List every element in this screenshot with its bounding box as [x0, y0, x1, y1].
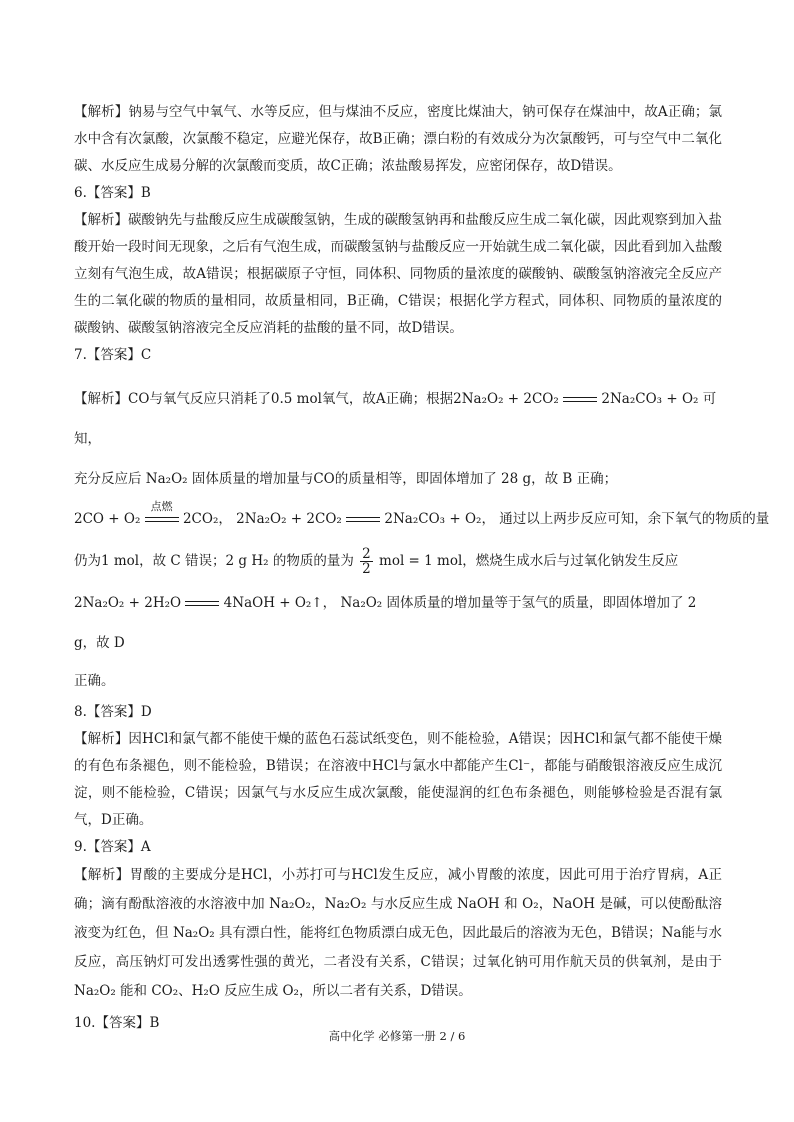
q9-answer: 9.【答案】A [74, 839, 151, 855]
reaction-condition: 点燃 [150, 499, 173, 513]
q7-line-4 [74, 539, 722, 583]
q5-analysis: 【解析】钠易与空气中氧气、水等反应，但与煤油不反应，密度比煤油大，钠可保存在煤油中，故A正确；氯水中含有次氯酸，次氯酸不稳定，应避光保存，故B正确；漂白粉的有效成分为次氯酸钙，可与空气中二氧化碳、水反应生成易分解的次氯酸而变质，故C正确；浓盐酸易挥发，应密闭保存，故D错误。 [74, 104, 722, 174]
page-content [74, 99, 770, 1037]
q8-answer: 8.【答案】D [74, 704, 152, 720]
q6-answer: 6.【答案】B [74, 185, 151, 201]
q9-analysis: 【解析】胃酸的主要成分是HCl，小苏打可与HCl发生反应，减小胃酸的浓度，因此可用于治疗胃病，A正确；滴有酚酞溶液的水溶液中加 Na₂O₂，Na₂O₂ 与水反应生成 NaOH 和 O₂，NaOH 是碱，可以使酚酞溶液变为红色，但 Na₂O₂ 具有漂白性，能将红色物质漂白成无色，因此最后的溶液为无色，B错误；Na能与水反应，高压钠灯可发出透雾性强的黄光，二者没有关系，C错误；过氧化钠可用作航天员的供氧剂，是由于 Na₂O₂ 能和 CO₂、H₂O 反应生成 O₂，所以二者有关系，D错误。 [74, 867, 722, 999]
q7-line-1 [74, 379, 722, 459]
q7-text: 【解析】CO与氧气反应只消耗了0.5 mol氧气，故A正确；根据 [74, 391, 454, 407]
equals-sign-with-condition [145, 499, 179, 525]
q7-text: 可知， [74, 391, 717, 447]
q6-analysis: 【解析】碳酸钠先与盐酸反应生成碳酸氢钠，生成的碳酸氢钠再和盐酸反应生成二氧化碳，因此观察到加入盐酸开始一段时间无现象，之后有气泡生成，而碳酸氢钠与盐酸反应一开始就生成二氧化碳，因此看到加入盐酸立刻有气泡生成，故A错误；根据碳原子守恒，同体积、同物质的量浓度的碳酸钠、碳酸氢钠溶液完全反应产生的二氧化碳的物质的量相同，故质量相同，B正确，C错误；根据化学方程式，同体积、同物质的量浓度的碳酸钠、碳酸氢钠溶液完全反应消耗的盐酸的量不同，故D错误。 [74, 212, 722, 336]
spacer [74, 369, 722, 379]
equation-right: 2Na₂CO₃ + O₂ [601, 391, 699, 407]
equals-sign [185, 599, 219, 609]
q7-text: mol = 1 mol，燃烧生成水后与过氧化钠发生反应 [379, 553, 679, 569]
q7-text: Na₂O₂ 固体质量的增加量等于氢气的质量，即固体增加了 2 g，故 D [74, 595, 697, 651]
fraction [360, 547, 373, 576]
fraction-numerator: 2 [362, 546, 371, 562]
equation-right: 4NaOH + O₂↑， [223, 595, 337, 611]
page-footer: 高中化学 必修第一册 2 / 6 [328, 1029, 466, 1043]
equals-sign [563, 395, 597, 405]
equation-left: 2Na₂O₂ + 2H₂O [74, 595, 182, 611]
fraction-denominator: 2 [362, 561, 371, 577]
equation-right: 2CO₂， [182, 511, 232, 527]
q7-line-5 [74, 583, 722, 663]
equals-sign [346, 515, 380, 525]
q7-answer: 7.【答案】C [74, 347, 152, 363]
q7-line-2: 充分反应后 Na₂O₂ 固体质量的增加量与CO的质量相等，即固体增加了 28 g，故 B 正确； [74, 471, 618, 487]
q7-line-6: 正确。 [74, 673, 115, 689]
q7-text: 通过以上两步反应可知，余下氧气的物质的量 [499, 511, 770, 527]
equation-left: 2Na₂O₂ + 2CO₂ [453, 391, 559, 407]
q7-line-3 [74, 499, 770, 539]
equation-left: 2Na₂O₂ + 2CO₂ [236, 511, 342, 527]
equation-left: 2CO + O₂ [74, 511, 141, 527]
q10-answer: 10.【答案】B [74, 1015, 160, 1031]
equation-right: 2Na₂CO₃ + O₂， [384, 511, 495, 527]
q7-text: 仍为1 mol，故 C 错误；2 g H₂ 的物质的量为 [74, 553, 354, 569]
q8-analysis: 【解析】因HCl和氯气都不能使干燥的蓝色石蕊试纸变色，则不能检验，A错误；因HCl和氯气都不能使干燥的有色布条褪色，则不能检验，B错误；在溶液中HCl与氯水中都能产生Cl⁻，都能与硝酸银溶液反应生成沉淀，则不能检验，C错误；因氯气与水反应生成次氯酸，能使湿润的红色布条褪色，则能够检验是否混有氯气，D正确。 [74, 731, 722, 828]
